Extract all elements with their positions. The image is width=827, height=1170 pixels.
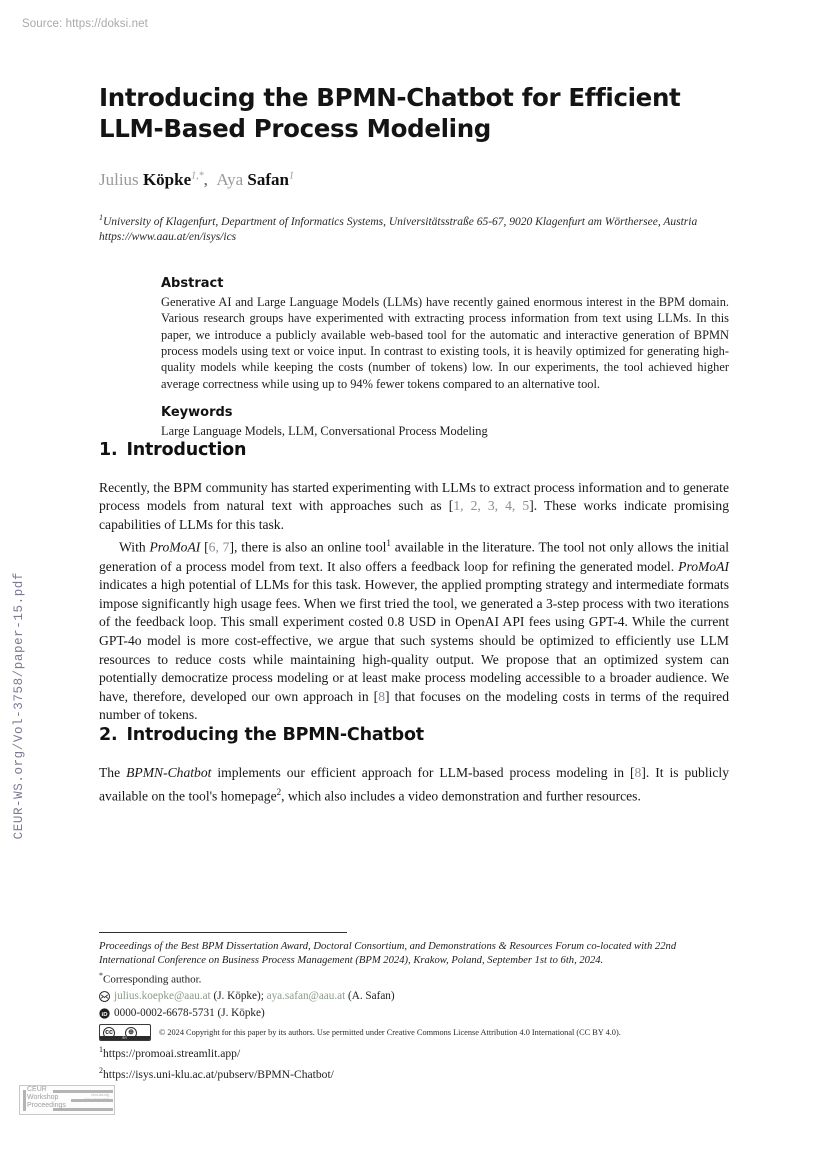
body-text: ], there is also an online tool	[229, 539, 387, 555]
citation-link[interactable]: 8	[378, 688, 385, 704]
corresponding-text: Corresponding author.	[103, 973, 202, 986]
creative-commons-badge-icon[interactable]	[99, 1024, 151, 1041]
author-1-first-name: Julius	[99, 170, 143, 189]
paragraph-s1-p2	[99, 534, 729, 724]
section-title-2: Introducing the BPMN-Chatbot	[126, 724, 424, 745]
section-title-1: Introduction	[126, 439, 247, 460]
author-1-last-name: Köpke	[142, 170, 192, 189]
page-title: Introducing the BPMN-Chatbot for Efficient LLM-Based Process Modeling	[99, 83, 681, 143]
emphasis-text: BPMN-Chatbot	[126, 764, 212, 780]
envelope-icon	[99, 991, 110, 1002]
emphasis-text: ProMoAI	[149, 539, 201, 555]
email-line	[99, 988, 729, 1004]
emphasis-text: ProMoAI	[678, 558, 729, 574]
body-text: ]. It is publicly available on the tool's homepage	[99, 764, 730, 804]
author-2-last-name: Safan	[247, 170, 289, 189]
orcid-id[interactable]: 0000-0002-6678-5731	[114, 1007, 215, 1020]
orcid-line	[99, 1005, 729, 1021]
author-list	[99, 170, 729, 190]
affiliation-block	[99, 210, 729, 246]
author-1	[99, 170, 204, 189]
svg-text:iD: iD	[101, 1011, 108, 1018]
paper-content-column	[99, 0, 729, 806]
section-number-1: 1.	[99, 439, 118, 460]
footnote-divider	[99, 932, 347, 933]
cc-by-circle-icon: ⊕	[125, 1027, 137, 1039]
abstract-text: Generative AI and Large Language Models (LLMs) have recently gained enormous interest in the BPM domain. Various research groups have experimented with extracting process information from text using LLMs. In this paper, we introduce a publicly available web-based tool for the automatic and interactive generation of BPMN process models using text or voice input. In contrast to existing tools, it is heavily optimized for generating high-quality models while keeping the costs (number of tokens) low. In our experiments, the tool achieved higher average correctness while using up to 94% fewer tokens compared to an alternative tool.	[161, 294, 729, 391]
author-2	[216, 170, 294, 189]
body-text: indicates a high potential of LLMs for this task. However, the applied prompting strategy and intermediate formats impose significantly high usage fees. When we first tried the tool, we generated a 3-step process with two iterations of the feedback loop. This small experiment costed 0.8 USD in OpenAI API fees using GPT-4. While the current GPT-4o model is more cost-effective, we argue that such systems should be optimized to efficiently use LLM resources to reduce costs while maintaining high-quality output. We propose that an optimized system can potentially democratize process modeling or at least make process modeling accessible to a broader audience. We have, therefore, developed our own approach in [	[99, 577, 729, 704]
cc-by-label: BY	[100, 1036, 150, 1040]
author-1-marks: 1,*	[191, 170, 204, 182]
section-number-2: 2.	[99, 724, 118, 745]
author-2-first-name: Aya	[216, 170, 248, 189]
body-text: With	[119, 539, 150, 555]
footnote-url-1-marker: 1	[99, 1045, 103, 1055]
author-2-marks: 1	[288, 170, 294, 182]
footnote-url-2-marker: 2	[99, 1065, 103, 1075]
section-heading-1	[99, 440, 729, 460]
section-heading-2	[99, 725, 729, 745]
ceur-logo-line1: CEUR	[27, 1086, 47, 1093]
author-separator: ,	[203, 170, 217, 189]
email-author-1-name: (J. Köpke)	[213, 990, 261, 1003]
ceur-logo-sub1: ceur-ws.org	[91, 1093, 109, 1097]
body-text: implements our efficient approach for LLM-based process modeling in [	[211, 764, 635, 780]
license-row	[99, 1024, 729, 1041]
footnote-url-1-text[interactable]: https://promoai.streamlit.app/	[103, 1047, 241, 1061]
citation-link[interactable]: 6, 7	[208, 539, 230, 555]
ceur-logo-sub2: ISSN 1613-0073	[83, 1098, 109, 1102]
orcid-icon	[99, 1008, 110, 1019]
proceedings-note: Proceedings of the Best BPM Dissertation Award, Doctoral Consortium, and Demonstrations & Resources Forum co-located with 22nd International Conference on Business Process Management (BPM 2024), Krakow, Poland, September 1st to 6th, 2024.	[99, 941, 677, 966]
citation-link[interactable]: 1, 2, 3, 4, 5	[453, 498, 530, 514]
email-separator: ;	[260, 990, 264, 1003]
body-text: Recently, the BPM community has started experimenting with LLMs to extract process information and to generate process models from natural text with approaches such as [	[99, 479, 729, 514]
keywords-heading: Keywords	[161, 405, 233, 421]
ceur-url-spine-text: CEUR-WS.org/Vol-3758/paper-15.pdf	[12, 572, 26, 840]
body-text: The	[99, 764, 127, 780]
paragraph-s1-p1	[99, 479, 729, 535]
email-author-2-name: (A. Safan)	[348, 990, 395, 1003]
orcid-line-content	[114, 1005, 265, 1021]
affiliation-marker: 1	[99, 213, 103, 222]
corresponding-author-note	[99, 969, 729, 987]
affiliation-line	[99, 210, 729, 230]
ceur-url-spine	[6, 572, 32, 892]
email-line-content	[114, 988, 395, 1004]
sections-container	[99, 440, 729, 806]
ceur-logo-sub	[84, 1093, 109, 1103]
body-text: , which also includes a video demonstration and further resources.	[281, 788, 641, 804]
body-text: ]. These works indicate promising capabilities of LLMs for this task.	[99, 498, 729, 532]
ceur-logo-left-bar	[23, 1090, 26, 1111]
ceur-logo-line2: Workshop	[27, 1094, 59, 1102]
email-author-1[interactable]: julius.koepke@aau.at	[114, 990, 211, 1003]
affiliation-url[interactable]: https://www.aau.at/en/isys/ics	[99, 231, 237, 244]
cc-circle-icon: cc	[103, 1027, 115, 1039]
orcid-author-name: (J. Köpke)	[217, 1007, 265, 1020]
email-author-2[interactable]: aya.safan@aau.at	[266, 990, 346, 1003]
footnote-url-2-text[interactable]: https://isys.uni-klu.ac.at/pubserv/BPMN-Chatbot/	[103, 1067, 334, 1081]
citation-link[interactable]: 8	[634, 764, 642, 780]
footnote-area	[99, 932, 729, 1082]
paragraph-s2-p1	[99, 764, 729, 806]
abstract-block	[161, 276, 729, 440]
corresponding-marker: *	[99, 971, 103, 980]
footnote-url-2	[99, 1063, 729, 1082]
body-text: available in the literature. The tool not only allows the initial generation of a process model from text. It also offers a feedback loop for refining the generated model.	[99, 539, 730, 574]
footnote-url-1	[99, 1042, 729, 1061]
body-text: [	[200, 539, 209, 555]
source-watermark: Source: https://doksi.net	[22, 18, 148, 30]
ceur-logo-words	[27, 1086, 66, 1111]
ceur-logo-line3: Proceedings	[27, 1102, 66, 1110]
abstract-heading: Abstract	[161, 275, 224, 291]
license-text: © 2024 Copyright for this paper by its authors. Use permitted under Creative Commons License Attribution 4.0 International (CC BY 4.0).	[159, 1028, 621, 1038]
affiliation-text: University of Klagenfurt, Department of Informatics Systems, Universitätsstraße 65-67, 9020 Klagenfurt am Wörthersee, Austria	[103, 215, 698, 228]
ceur-workshop-proceedings-logo	[19, 1085, 115, 1115]
footnote-marker[interactable]: 1	[386, 538, 391, 549]
keywords-text: Large Language Models, LLM, Conversational Process Modeling	[161, 424, 488, 439]
footnote-marker[interactable]: 2	[276, 786, 282, 797]
body-text: ] that focuses on the modeling costs in terms of the required number of tokens.	[99, 688, 730, 723]
